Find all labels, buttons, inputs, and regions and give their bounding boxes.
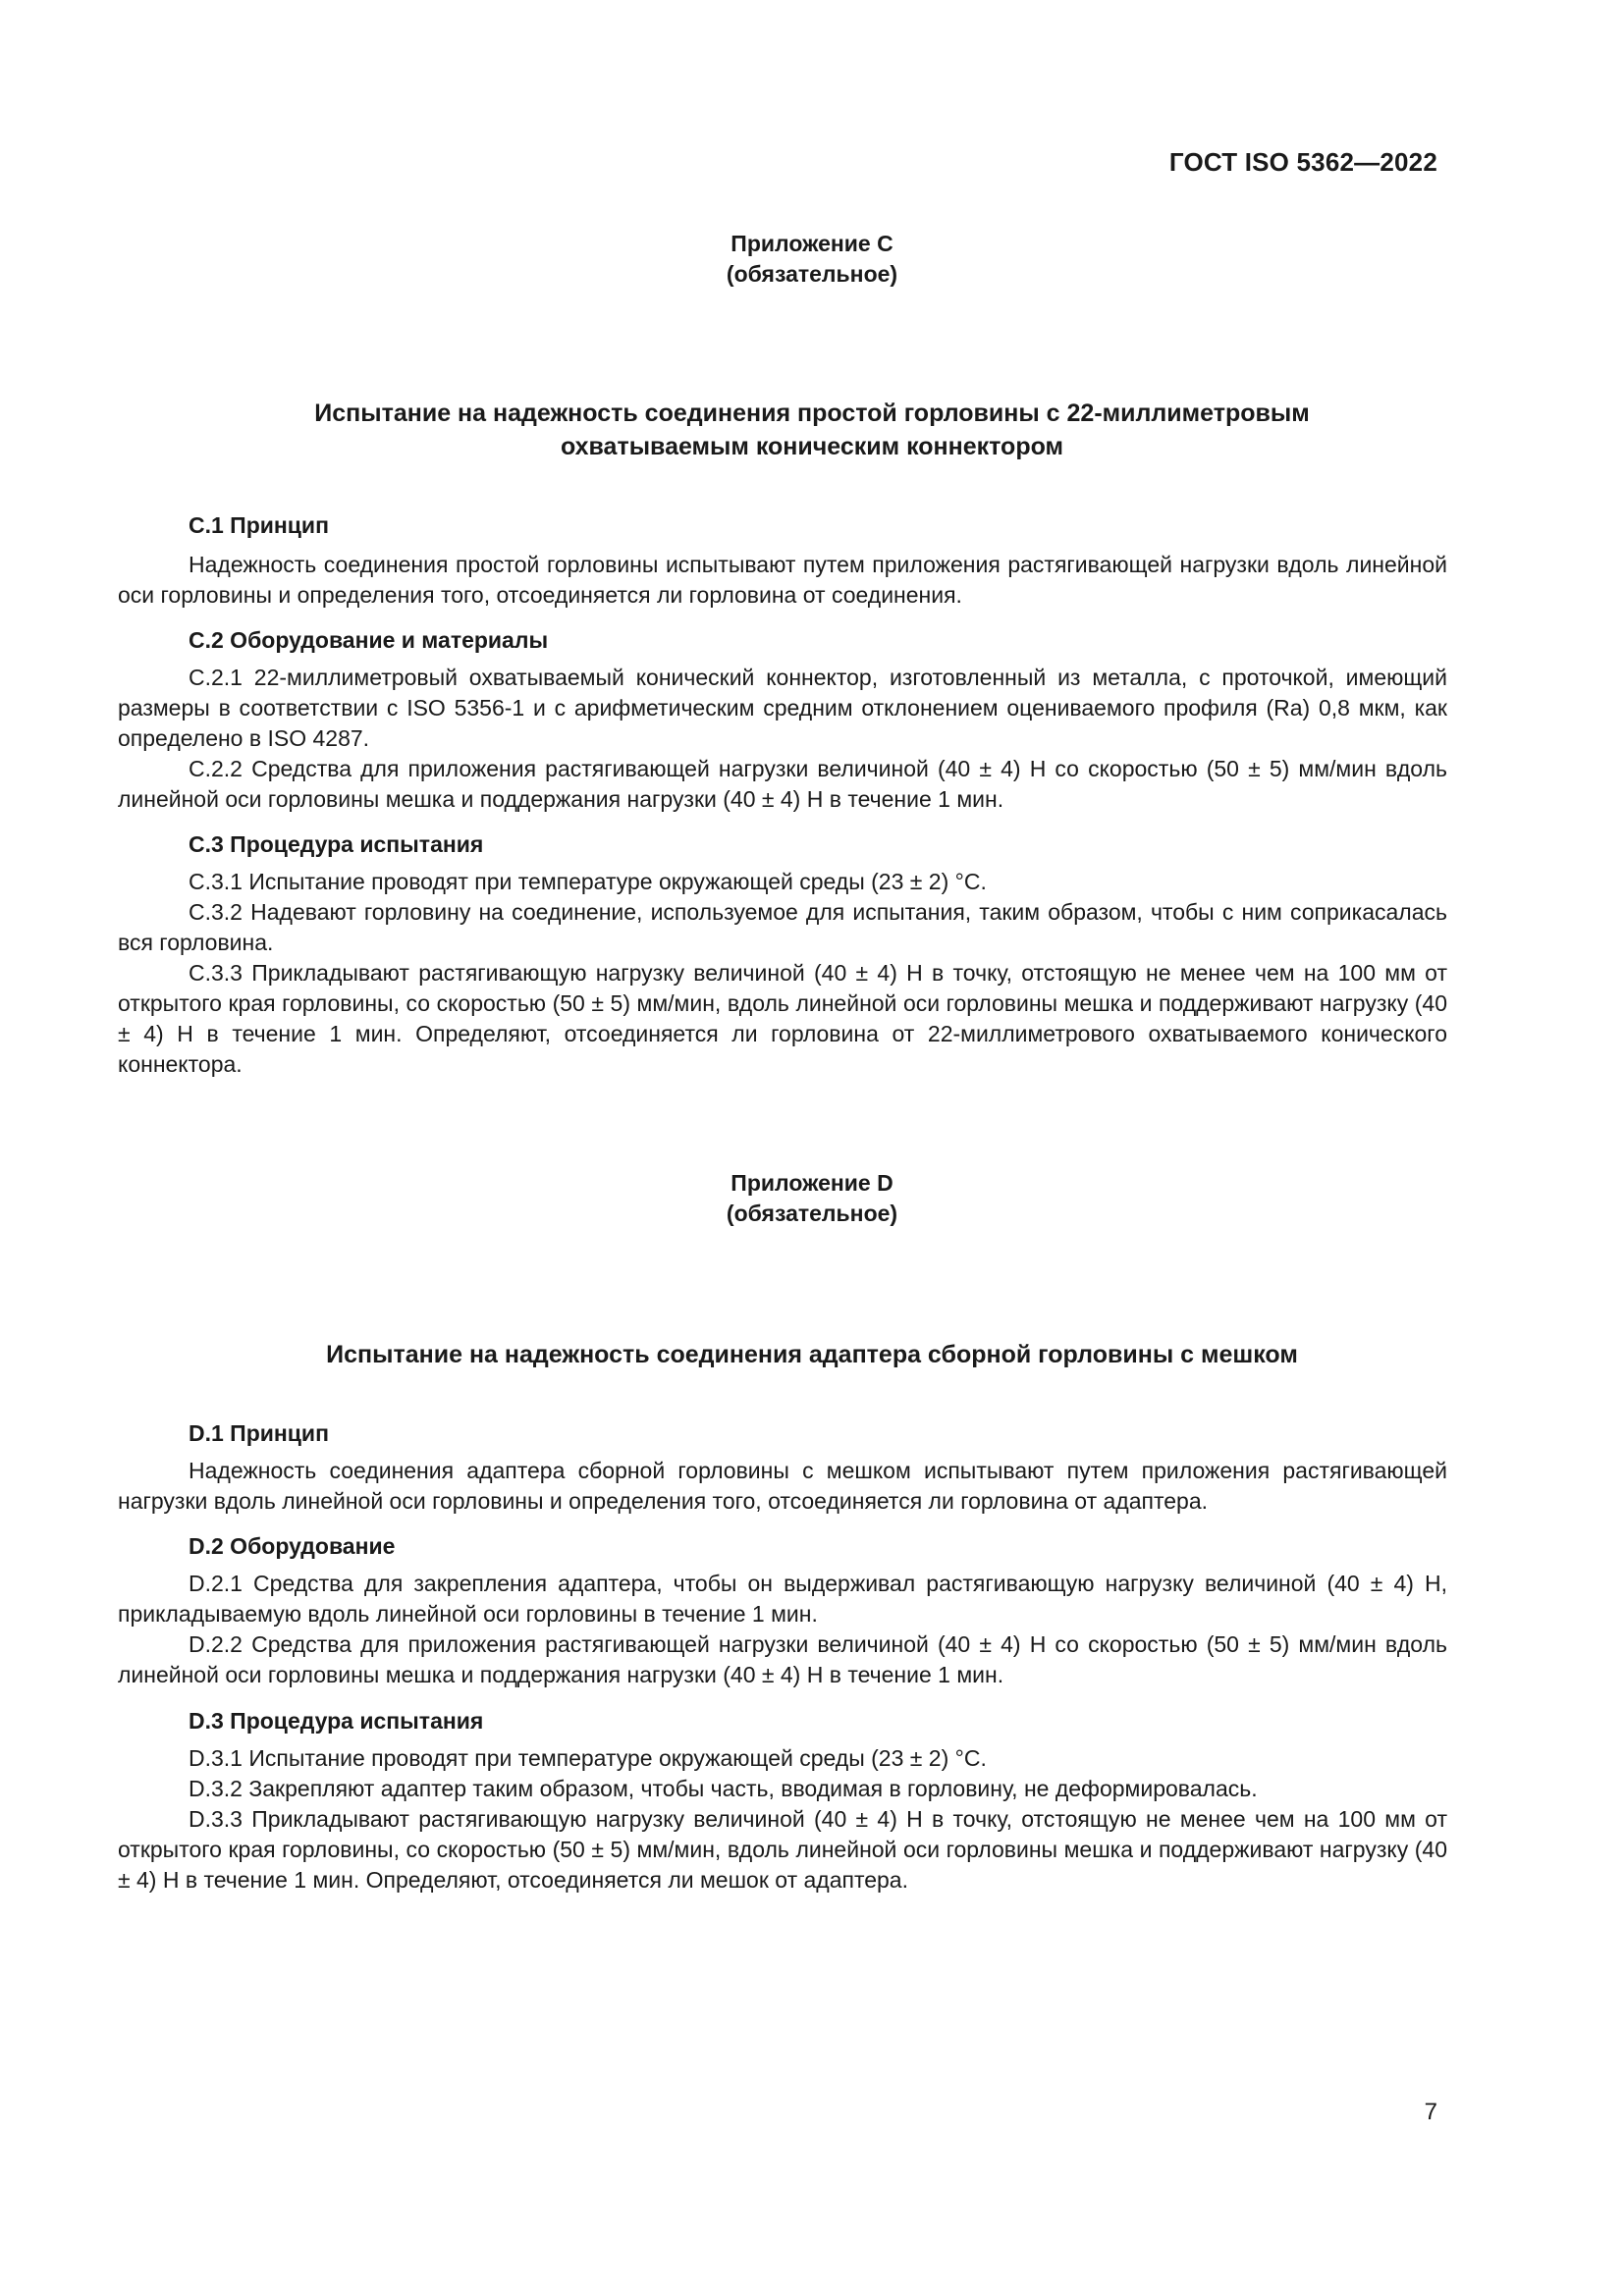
annex-c-status: (обязательное) — [726, 261, 898, 287]
annex-d-label: Приложение D — [731, 1170, 893, 1196]
section-d2-heading: D.2 Оборудование — [189, 1533, 396, 1559]
annex-c-title-line1: Испытание на надежность соединения простой горловины с 22-миллиметровым — [314, 400, 1310, 427]
section-d1-heading: D.1 Принцип — [189, 1420, 329, 1446]
section-c3-heading: С.3 Процедура испытания — [189, 831, 484, 857]
section-d2-1-text: D.2.1 Средства для закрепления адаптера, чтобы он выдерживал растягивающую нагрузку величиной (40 ± 4) Н, прикладываемую вдоль линейной оси горловины в течение 1 мин. — [118, 1571, 1447, 1627]
section-c2-heading: С.2 Оборудование и материалы — [189, 627, 549, 653]
annex-d-status: (обязательное) — [726, 1201, 898, 1226]
section-d3-3-text: D.3.3 Прикладывают растягивающую нагрузку величиной (40 ± 4) Н в точку, отстоящую не менее чем на 100 мм от открытого края горловины, со скоростью (50 ± 5) мм/мин, вдоль линейной оси горловины мешка и поддерживают нагрузку (40 ± 4) Н в течение 1 мин. Определяют, отсоединяется ли мешок от адаптера. — [118, 1806, 1447, 1893]
section-c3-3-text: С.3.3 Прикладывают растягивающую нагрузку величиной (40 ± 4) Н в точку, отстоящую не менее чем на 100 мм от открытого края горловины, со скоростью (50 ± 5) мм/мин, вдоль линейной оси горловины мешка и поддерживают нагрузку (40 ± 4) Н в течение 1 мин. Определяют, отсоединяется ли горловина от 22-миллиметрового охватываемого конического коннектора. — [118, 960, 1447, 1077]
section-c3-2-text: С.3.2 Надевают горловину на соединение, используемое для испытания, таким образом, чтобы с ним соприкасалась вся горловина. — [118, 899, 1447, 955]
page-number: 7 — [1424, 2099, 1437, 2125]
section-d3-1-text: D.3.1 Испытание проводят при температуре окружающей среды (23 ± 2) °С. — [189, 1745, 987, 1771]
annex-c-title-line2: охватываемым коническим коннектором — [560, 433, 1064, 460]
section-d1-text: Надежность соединения адаптера сборной горловины с мешком испытывают путем приложения растягивающей нагрузки вдоль линейной оси горловины и определения того, отсоединяется ли горловина от адаптера. — [118, 1458, 1447, 1514]
document-code: ГОСТ ISO 5362—2022 — [1168, 147, 1437, 177]
section-c1-text: Надежность соединения простой горловины испытывают путем приложения растягивающей нагрузки вдоль линейной оси горловины и определения того, отсоединяется ли горловина от соединения. — [118, 552, 1447, 608]
section-d2-2-text: D.2.2 Средства для приложения растягивающей нагрузки величиной (40 ± 4) Н со скоростью (50 ± 5) мм/мин вдоль линейной оси горловины мешка и поддержания нагрузки (40 ± 4) Н в течение 1 мин. — [118, 1631, 1447, 1687]
annex-d-title: Испытание на надежность соединения адаптера сборной горловины с мешком — [326, 1341, 1298, 1368]
annex-c-label: Приложение С — [731, 231, 893, 256]
section-c2-1-text: С.2.1 22-миллиметровый охватываемый конический коннектор, изготовленный из металла, с проточкой, имеющий размеры в соответствии с ISO 5356-1 и с арифметическим средним отклонением оцениваемого профиля (Ra) 0,8 мкм, как определено в ISO 4287. — [118, 665, 1447, 751]
section-c3-1-text: С.3.1 Испытание проводят при температуре окружающей среды (23 ± 2) °С. — [189, 869, 987, 894]
section-d3-2-text: D.3.2 Закрепляют адаптер таким образом, чтобы часть, вводимая в горловину, не деформировалась. — [189, 1776, 1258, 1801]
section-c2-2-text: С.2.2 Средства для приложения растягивающей нагрузки величиной (40 ± 4) Н со скоростью (50 ± 5) мм/мин вдоль линейной оси горловины мешка и поддержания нагрузки (40 ± 4) Н в течение 1 мин. — [118, 756, 1447, 812]
section-d3-heading: D.3 Процедура испытания — [189, 1708, 484, 1734]
section-c1-heading: С.1 Принцип — [189, 512, 329, 538]
